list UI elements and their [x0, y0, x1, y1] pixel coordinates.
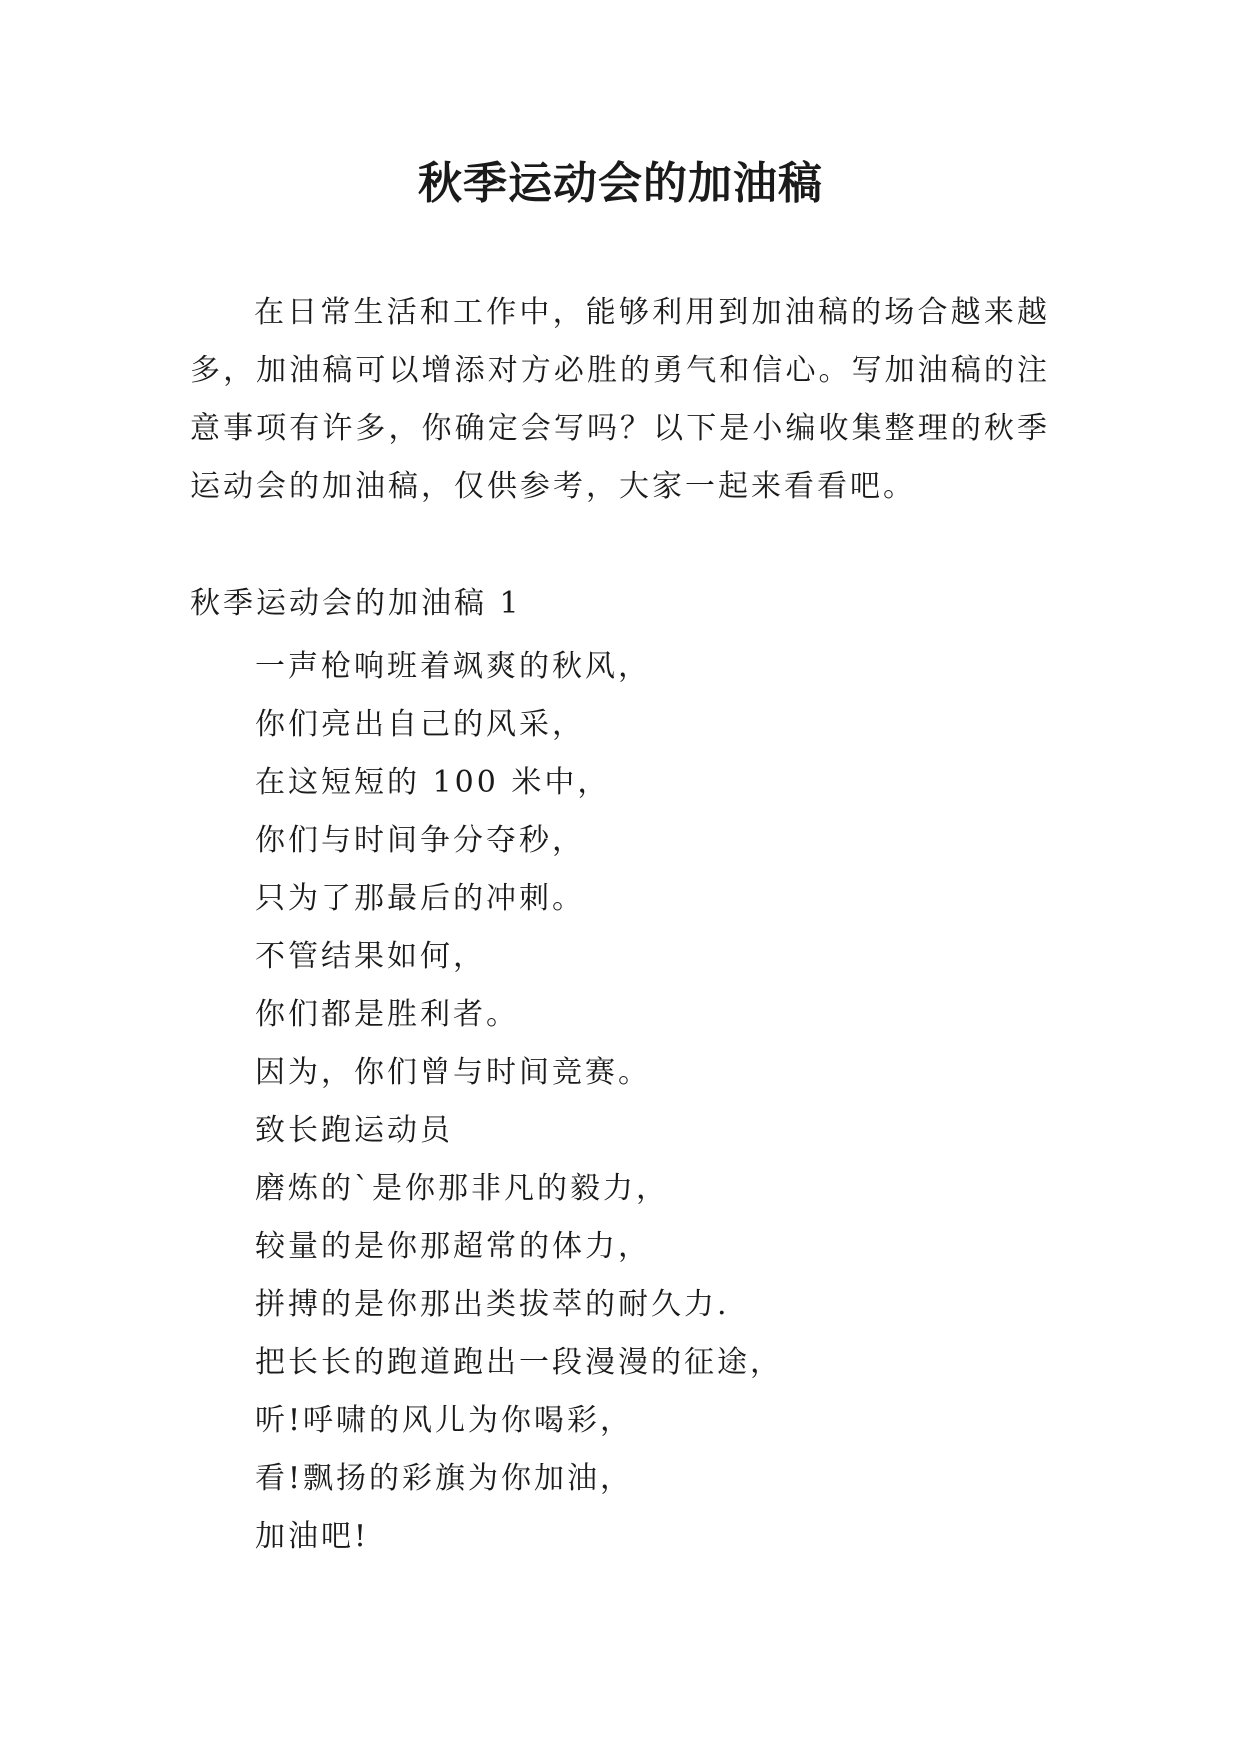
poem-line: 只为了那最后的冲刺。 — [255, 881, 585, 916]
poem-line: 致长跑运动员 — [255, 1113, 453, 1148]
poem-line: 加油吧! — [255, 1519, 370, 1554]
poem-line: 拼搏的是你那出类拔萃的耐久力. — [255, 1287, 730, 1322]
poem-lines — [255, 638, 783, 1566]
document-title: 秋季运动会的加油稿 — [418, 158, 823, 209]
poem-line: 在这短短的 100 米中， — [255, 765, 611, 800]
poem-line: 把长长的跑道跑出一段漫漫的征途， — [255, 1345, 783, 1380]
poem-line: 一声枪响班着飒爽的秋风， — [255, 649, 651, 684]
poem-line: 你们亮出自己的风采， — [255, 707, 585, 742]
poem-line: 较量的是你那超常的体力， — [255, 1229, 651, 1264]
poem-line: 磨炼的`是你那非凡的毅力， — [255, 1171, 669, 1206]
poem-line: 因为，你们曾与时间竞赛。 — [255, 1055, 651, 1090]
section-heading: 秋季运动会的加油稿 1 — [190, 586, 522, 621]
poem-line: 你们与时间争分夺秒， — [255, 823, 585, 858]
poem-line: 看!飘扬的彩旗为你加油， — [255, 1461, 634, 1496]
poem-line: 不管结果如何， — [255, 939, 486, 974]
poem-line: 听!呼啸的风儿为你喝彩， — [255, 1403, 634, 1438]
poem-line: 你们都是胜利者。 — [255, 997, 519, 1032]
intro-paragraph: 在日常生活和工作中，能够利用到加油稿的场合越来越多，加油稿可以增添对方必胜的勇气和信心。写加油稿的注意事项有许多，你确定会写吗？以下是小编收集整理的秋季运动会的加油稿，仅供参考，大家一起来看看吧。 — [190, 295, 1050, 504]
